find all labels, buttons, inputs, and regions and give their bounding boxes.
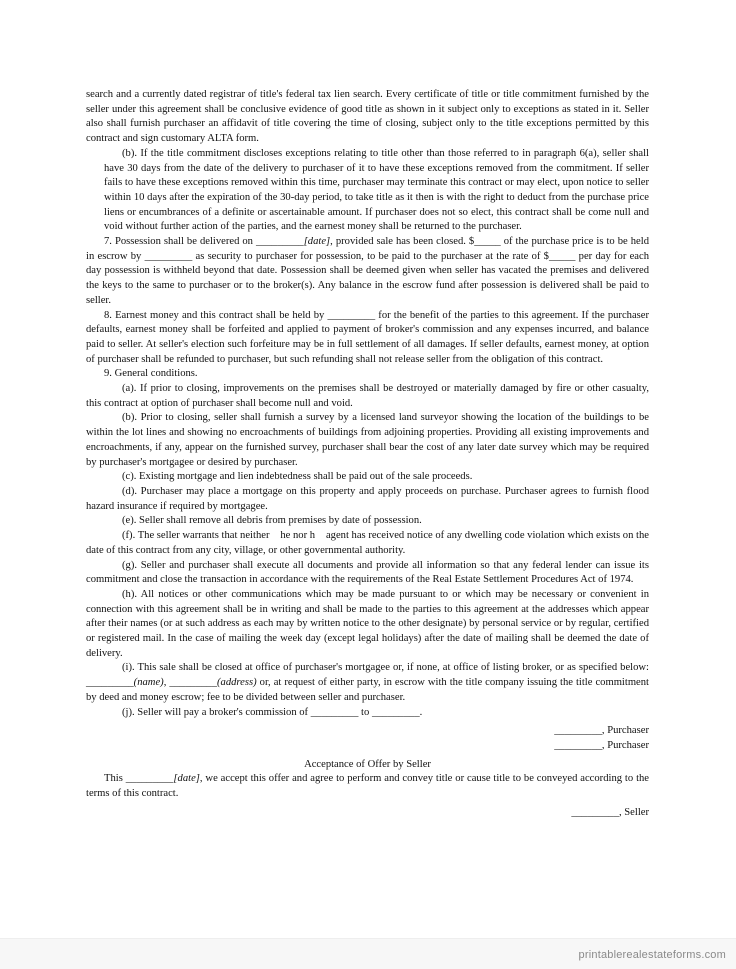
purchaser-signature-line-2: _________, Purchaser (554, 739, 649, 751)
acceptance-paragraph (86, 772, 649, 801)
paragraph-9j: (j). Seller will pay a broker's commission of _________ to _________. (122, 706, 423, 718)
footer-bar (0, 938, 736, 969)
paragraph-9b: (b). Prior to closing, seller shall furnish a survey by a licensed land surveyor showing the location of the buildings to be within the lot lines and showing no encroachments of buildings from adjoining properties. Providing all existing improvements and encroachments, if any, appear on the furnished survey, purchaser shall bear the cost of any later date survey which may be required by purchaser's mortgagee or desired by purchaser. (86, 412, 649, 468)
paragraph-9-heading: 9. General conditions. (104, 368, 198, 380)
paragraph-9a: (a). If prior to closing, improvements on the premises shall be destroyed or materially damaged by fire or other casualty, this contract at option of purchaser shall become null and void. (86, 383, 649, 409)
paragraph-6b: (b). If the title commitment discloses exceptions relating to title other than those referred to in paragraph 6(a), seller shall have 30 days from the date of the delivery to purchaser of it to have these exceptions removed from the commitment. If seller fails to have these exceptions removed within this time, purchaser may terminate this contract or may elect, upon notice to seller within 10 days after the expiration of the 30-day period, to take title as it then is with the right to deduct from the purchase price liens or encumbrances of a definite or ascertainable amount. If purchaser does not so elect, this contract shall be come null and void without further action of the parties, and the earnest money shall be returned to the purchaser. (104, 147, 649, 233)
paragraph-9h: (h). All notices or other communications which may be made pursuant to or which may be necessary or convenient in connection with this agreement shall be in writing and shall be made to the parties to this agreement at the addresses which appear after their names (or at such address as each may by written notice to the other designate) by personal service or by regular, certified or registered mail. In the case of mailing the week day (except legal holidays) after the date of mailing shall be deemed the date of delivery. (86, 588, 649, 659)
paragraph-9i-name-placeholder: (name) (133, 677, 164, 689)
site-watermark[interactable]: printablerealestateforms.com (578, 949, 726, 961)
paragraph-9c: (c). Existing mortgage and lien indebtedness shall be paid out of the sale proceeds. (122, 471, 473, 483)
paragraph-title-evidence: search and a currently dated registrar of title's federal tax lien search. Every certificate of title or title commitment furnished by the seller under this agreement shall be conclusive evidence of good title as shown in it subject only to exceptions as stated in it. Seller also shall furnish purchaser an affidavit of title covering the time of closing, subject only to the title exceptions permitted by this contract and sign customary ALTA form. (86, 89, 649, 145)
acceptance-start: This _________ (104, 773, 174, 785)
purchaser-signature-line-1: _________, Purchaser (554, 725, 649, 737)
paragraph-7-rest: , provided sale has been closed. $_____ of the purchase price is to be held in escrow by _________ as security to purchaser for possession, to be paid to the purchaser at the rate of $_____ per day for each day possession is withheld beyond that date. Possession shall be deemed given when seller has vacated the premises and delivered the keys to the same to purchaser or to the broker(s). Any balance in the escrow fund after possession is delivered shall be paid to seller. (86, 236, 649, 306)
contract-body (86, 88, 649, 820)
paragraph-7-start: 7. Possession shall be delivered on _________ (104, 236, 304, 248)
paragraph-9i (86, 661, 649, 705)
acceptance-date-placeholder: [date] (173, 773, 200, 785)
paragraph-9i-address-placeholder: (address) (217, 677, 257, 689)
acceptance-heading: Acceptance of Offer by Seller (304, 758, 431, 770)
seller-signature-line: _________, Seller (571, 806, 649, 818)
paragraph-9e: (e). Seller shall remove all debris from premises by date of possession. (122, 515, 422, 527)
paragraph-9i-start: (i). This sale shall be closed at office of purchaser's mortgagee or, if none, at office of listing broker, or as specified below: _________ (86, 662, 649, 689)
acceptance-rest: , we accept this offer and agree to perform and convey title or cause title to be conveyed according to the terms of this contract. (86, 773, 650, 800)
paragraph-9g: (g). Seller and purchaser shall execute all documents and provide all information so that any federal lender can issue its commitment and close the transaction in accordance with the requirements of the Real Estate Settlement Procedures Act of 1974. (86, 559, 649, 586)
paragraph-7-date-placeholder: [date] (303, 236, 331, 248)
paragraph-9d: (d). Purchaser may place a mortgage on this property and apply proceeds on purchase. Purchaser agrees to furnish flood hazard insurance if required by mortgagee. (86, 485, 649, 512)
paragraph-9i-rest: or, at request of either party, in escrow with the title company issuing the title commitment by deed and money escrow; fee to be divided between seller and purchaser. (86, 677, 650, 703)
paragraph-9f: (f). The seller warrants that neither he nor h agent has received notice of any dwelling code violation which exists on the date of this contract from any city, village, or other governmental authority. (86, 530, 649, 556)
paragraph-8: 8. Earnest money and this contract shall be held by _________ for the benefit of the parties to this agreement. If the purchaser defaults, earnest money shall be forfeited and applied to payment of broker's commission and any expenses incurred, and balance paid to seller. At seller's election such forfeiture may be in full settlement of all damages. If seller defaults, earnest money, at option of purchaser shall be refunded to purchaser, but such refunding shall not release seller from the obligation of this contract. (86, 309, 649, 365)
paragraph-9i-sep: , _________ (163, 677, 218, 689)
paragraph-7 (86, 235, 649, 309)
